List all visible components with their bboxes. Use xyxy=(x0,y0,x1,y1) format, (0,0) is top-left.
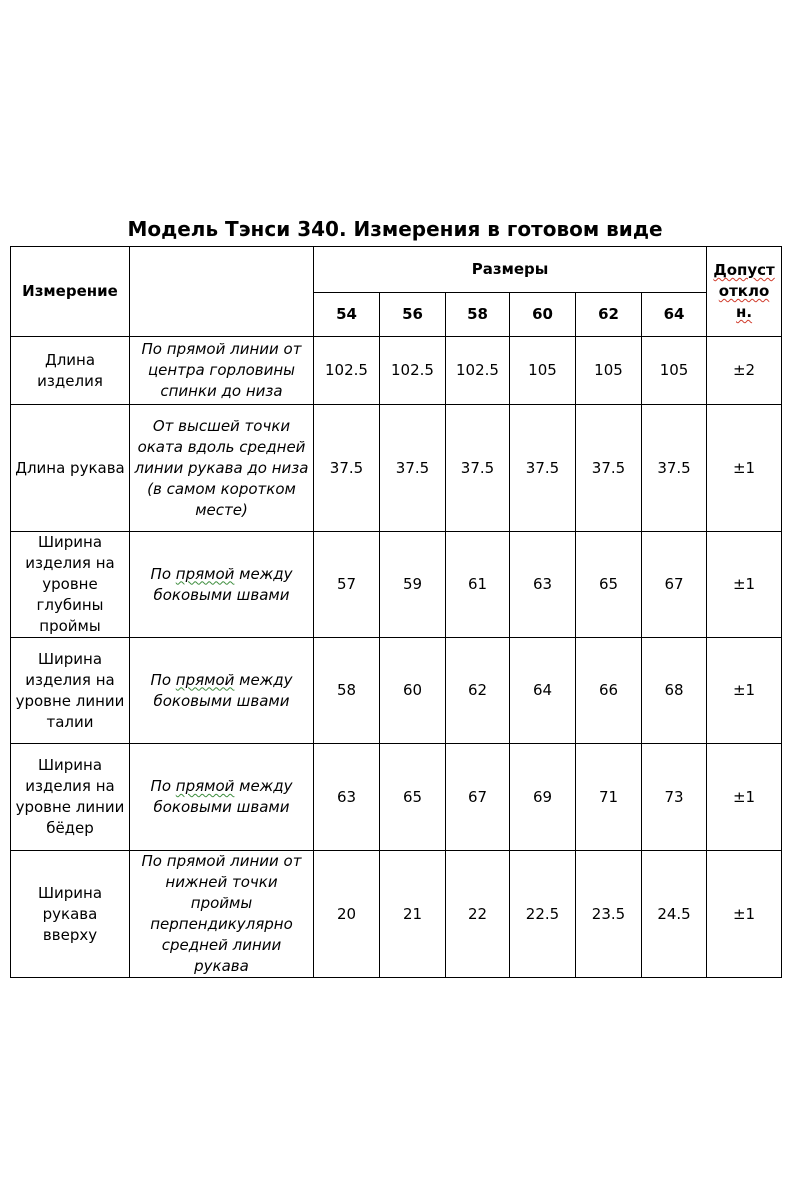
measurement-description: По прямой линии от нижней точки проймы перпендикулярно средней линии рукава xyxy=(130,851,314,978)
value-cell: 69 xyxy=(510,744,576,851)
value-cell: 62 xyxy=(446,638,510,744)
table-row xyxy=(11,638,782,744)
measurements-table xyxy=(10,246,782,978)
value-cell: 37.5 xyxy=(642,405,707,532)
value-cell: 37.5 xyxy=(576,405,642,532)
value-cell: 20 xyxy=(314,851,380,978)
measurement-name: Длина изделия xyxy=(11,337,130,405)
value-cell: 23.5 xyxy=(576,851,642,978)
table-title: Модель Тэнси 340. Измерения в готовом виде xyxy=(127,217,663,241)
tolerance-cell: ±2 xyxy=(707,337,782,405)
description-part-flagged: прямой xyxy=(175,777,235,795)
value-cell: 66 xyxy=(576,638,642,744)
measurement-description: По прямой линии от центра горловины спинки до низа xyxy=(130,337,314,405)
size-header: 60 xyxy=(510,293,576,337)
header-sizes: Размеры xyxy=(314,247,707,293)
header-tolerance xyxy=(707,247,782,337)
header-measurement: Измерение xyxy=(11,247,130,337)
description-part: между боковыми швами xyxy=(153,777,293,816)
description-part: По xyxy=(150,670,176,689)
size-header: 62 xyxy=(576,293,642,337)
value-cell: 24.5 xyxy=(642,851,707,978)
value-cell: 63 xyxy=(314,744,380,851)
tolerance-cell: ±1 xyxy=(707,851,782,978)
header-tolerance-line1: Допуст xyxy=(713,261,775,279)
value-cell: 105 xyxy=(576,337,642,405)
size-header: 54 xyxy=(314,293,380,337)
value-cell: 22.5 xyxy=(510,851,576,978)
measurement-name: Длина рукава xyxy=(11,405,130,532)
value-cell: 105 xyxy=(510,337,576,405)
table-row xyxy=(11,851,782,978)
tolerance-cell: ±1 xyxy=(707,405,782,532)
value-cell: 21 xyxy=(380,851,446,978)
measurement-description xyxy=(130,744,314,851)
description-part-flagged: прямой xyxy=(175,564,235,583)
size-header: 58 xyxy=(446,293,510,337)
measurement-name: Ширина изделия на уровне глубины проймы xyxy=(11,532,130,638)
table-row xyxy=(11,744,782,851)
value-cell: 64 xyxy=(510,638,576,744)
measurement-name: Ширина изделия на уровне линии талии xyxy=(11,638,130,744)
value-cell: 37.5 xyxy=(510,405,576,532)
value-cell: 65 xyxy=(380,744,446,851)
measurement-description: От высшей точки оката вдоль средней линии рукава до низа (в самом коротком месте) xyxy=(130,405,314,532)
value-cell: 73 xyxy=(642,744,707,851)
value-cell: 65 xyxy=(576,532,642,638)
value-cell: 67 xyxy=(642,532,707,638)
header-tolerance-line3: н. xyxy=(736,303,753,321)
value-cell: 22 xyxy=(446,851,510,978)
header-tolerance-line2: откло xyxy=(718,282,770,300)
measurement-description xyxy=(130,638,314,744)
description-part: По xyxy=(150,564,176,583)
value-cell: 60 xyxy=(380,638,446,744)
table-row xyxy=(11,405,782,532)
measurement-description xyxy=(130,532,314,638)
value-cell: 58 xyxy=(314,638,380,744)
value-cell: 61 xyxy=(446,532,510,638)
value-cell: 102.5 xyxy=(446,337,510,405)
value-cell: 59 xyxy=(380,532,446,638)
description-part: По xyxy=(150,777,176,795)
value-cell: 63 xyxy=(510,532,576,638)
value-cell: 102.5 xyxy=(314,337,380,405)
tolerance-cell: ±1 xyxy=(707,532,782,638)
value-cell: 37.5 xyxy=(380,405,446,532)
value-cell: 67 xyxy=(446,744,510,851)
description-part: между боковыми швами xyxy=(153,670,293,710)
value-cell: 105 xyxy=(642,337,707,405)
value-cell: 37.5 xyxy=(314,405,380,532)
description-part: между боковыми швами xyxy=(153,564,293,604)
value-cell: 68 xyxy=(642,638,707,744)
measurement-name: Ширина изделия на уровне линии бёдер xyxy=(11,744,130,851)
tolerance-cell: ±1 xyxy=(707,638,782,744)
tolerance-cell: ±1 xyxy=(707,744,782,851)
description-part-flagged: прямой xyxy=(175,670,235,689)
header-row-top xyxy=(11,247,782,293)
measurement-name: Ширина рукава вверху xyxy=(11,851,130,978)
size-header: 64 xyxy=(642,293,707,337)
header-description xyxy=(130,247,314,337)
value-cell: 37.5 xyxy=(446,405,510,532)
value-cell: 102.5 xyxy=(380,337,446,405)
value-cell: 71 xyxy=(576,744,642,851)
size-header: 56 xyxy=(380,293,446,337)
table-row xyxy=(11,532,782,638)
table-row xyxy=(11,337,782,405)
value-cell: 57 xyxy=(314,532,380,638)
